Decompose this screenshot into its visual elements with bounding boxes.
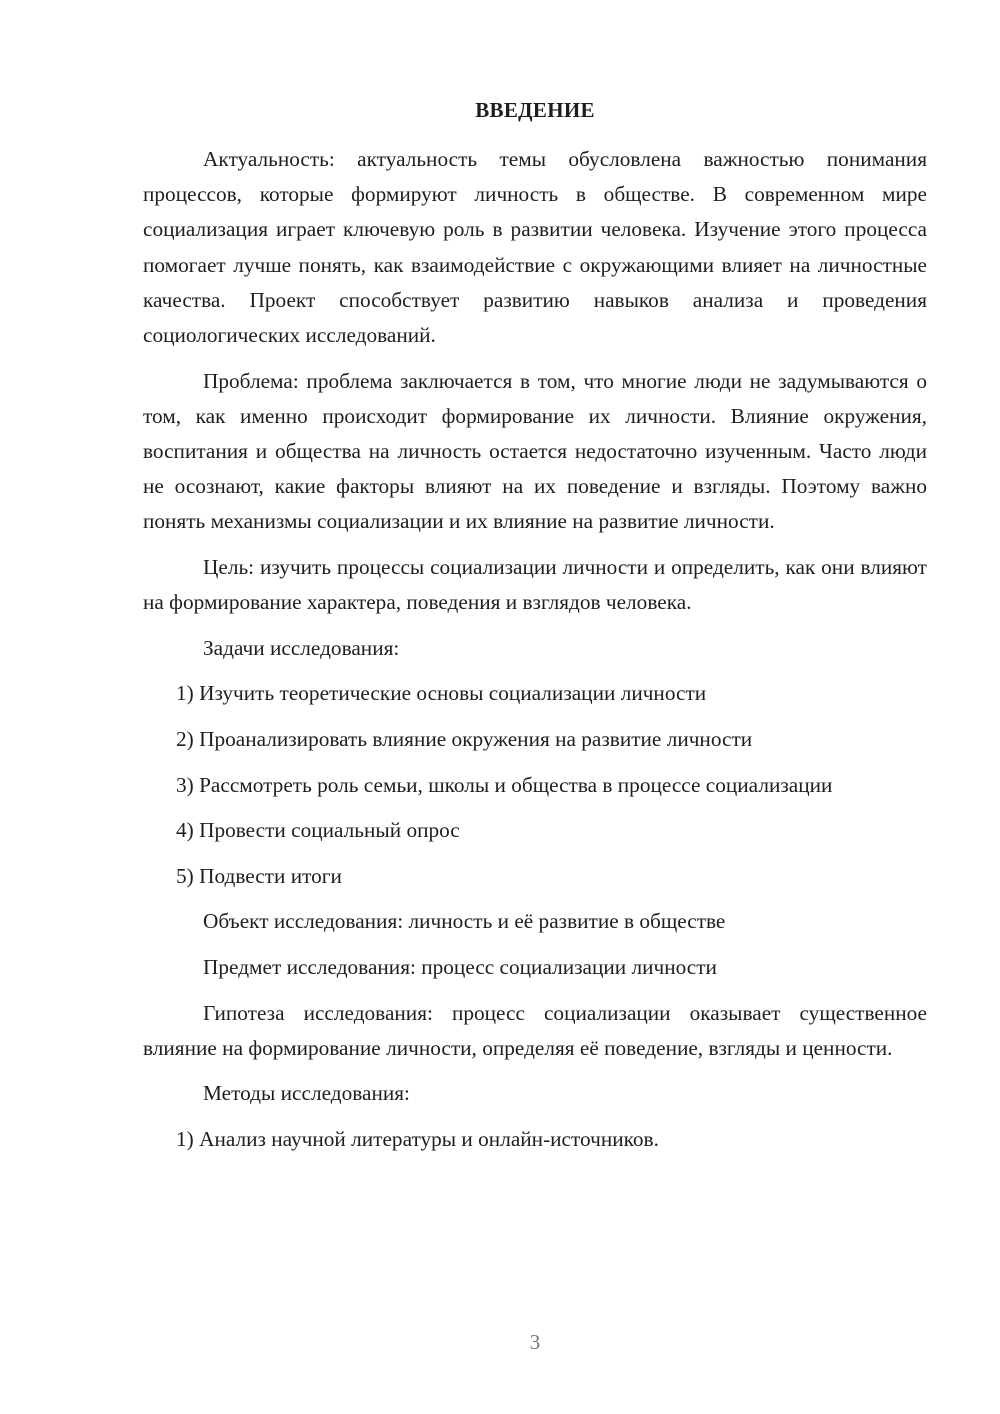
task-item: 5) Подвести итоги: [176, 863, 342, 888]
task-item: 1) Изучить теоретические основы социализации личности: [176, 681, 707, 706]
object-paragraph: Объект исследования: личность и её развитие в обществе: [203, 909, 726, 934]
methods-heading: Методы исследования:: [203, 1081, 410, 1106]
page-title: ВВЕДЕНИЕ: [475, 98, 595, 122]
problem-paragraph: Проблема: проблема заключается в том, что многие люди не задумываются о том, как именно происходит формирование их личности. Влияние окружения, воспитания и общества на личность остается недостаточно изученным. Часто люди не осознают, какие факторы влияют на их поведение и взгляды. Поэтому важно понять механизмы социализации и их влияние на развитие личности.: [143, 368, 927, 534]
goal-paragraph: Цель: изучить процессы социализации личности и определить, как они влияют на формирование характера, поведения и взглядов человека.: [143, 555, 927, 615]
task-item: 4) Провести социальный опрос: [176, 818, 460, 843]
subject-paragraph: Предмет исследования: процесс социализации личности: [203, 954, 717, 979]
task-item: 2) Проанализировать влияние окружения на развитие личности: [176, 727, 753, 751]
page-number: 3: [529, 1330, 541, 1354]
tasks-heading: Задачи исследования:: [203, 635, 400, 660]
hypothesis-paragraph: Гипотеза исследования: процесс социализации оказывает существенное влияние на формирование личности, определяя её поведение, взгляды и ценности.: [143, 1000, 927, 1060]
method-item: 1) Анализ научной литературы и онлайн-источников.: [176, 1126, 659, 1151]
task-item: 3) Рассмотреть роль семьи, школы и общества в процессе социализации: [176, 772, 833, 797]
relevance-paragraph: Актуальность: актуальность темы обусловлена важностью понимания процессов, которые формируют личность в обществе. В современном мире социализация играет ключевую роль в развитии человека. Изучение этого процесса помогает лучше понять, как взаимодействие с окружающими влияет на личностные качества. Проект способствует развитию навыков анализа и проведения социологических исследований.: [143, 147, 927, 348]
document-body: [143, 142, 927, 1168]
